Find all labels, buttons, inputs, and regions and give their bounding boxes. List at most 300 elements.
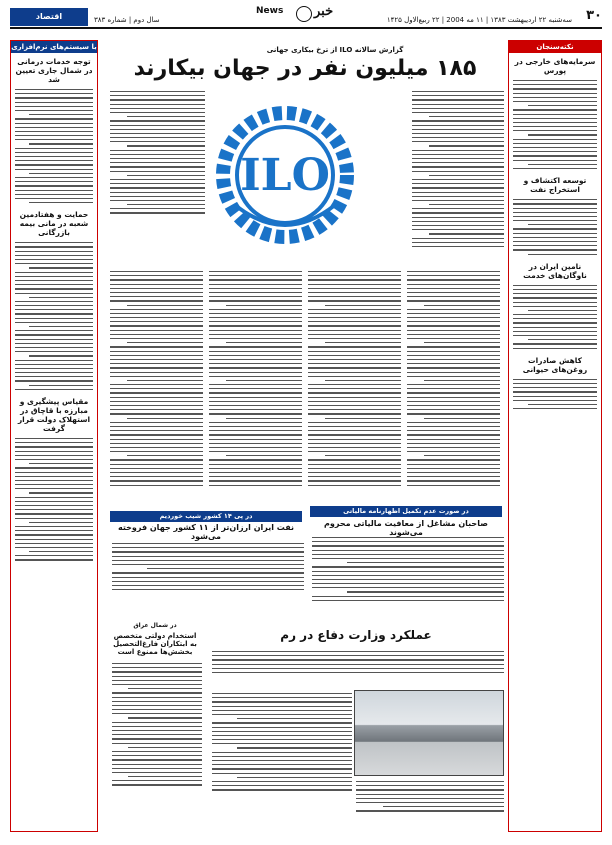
text-line xyxy=(356,785,504,786)
section-fa: خبر xyxy=(314,4,334,19)
text-line xyxy=(513,297,597,298)
text-line xyxy=(356,789,504,790)
text-line xyxy=(312,566,504,567)
text-line xyxy=(312,558,504,559)
text-line xyxy=(15,555,93,556)
text-line xyxy=(112,572,304,573)
text-line xyxy=(312,600,504,601)
text-line xyxy=(147,568,304,569)
text-line xyxy=(209,392,302,393)
text-line xyxy=(312,575,504,576)
text-line xyxy=(308,472,401,473)
text-line xyxy=(110,346,203,347)
text-line xyxy=(429,145,504,146)
text-line xyxy=(127,305,203,306)
text-line xyxy=(513,245,597,246)
text-line xyxy=(15,93,93,94)
text-line xyxy=(127,418,203,419)
text-line xyxy=(412,179,504,180)
text-line xyxy=(15,539,93,540)
text-line xyxy=(308,443,401,444)
text-line xyxy=(308,359,401,360)
text-line xyxy=(29,522,93,523)
text-line xyxy=(110,154,205,155)
text-line xyxy=(513,343,597,344)
text-line xyxy=(308,384,401,385)
text-line xyxy=(15,472,93,473)
text-line xyxy=(412,229,504,230)
text-line xyxy=(15,139,93,140)
text-line xyxy=(513,383,597,384)
main-kicker: گزارش سالانه ILO از ترخ بیکاری جهانی xyxy=(266,46,404,54)
text-line xyxy=(15,135,93,136)
text-line xyxy=(15,484,93,485)
text-line xyxy=(308,300,401,301)
text-line xyxy=(412,141,504,142)
text-line xyxy=(15,156,93,157)
text-line xyxy=(237,747,352,748)
right-sidebar xyxy=(508,40,602,832)
text-line xyxy=(110,120,205,121)
text-line xyxy=(15,318,93,319)
text-line xyxy=(513,335,597,336)
text-line xyxy=(407,485,500,486)
text-line xyxy=(429,116,504,117)
text-line xyxy=(209,430,302,431)
text-line xyxy=(209,275,302,276)
text-line xyxy=(407,351,500,352)
bottom-headline: عملکرد وزارت دفاع در رم xyxy=(280,628,432,642)
text-line xyxy=(308,413,401,414)
text-line xyxy=(15,301,93,302)
text-line xyxy=(308,476,401,477)
text-line xyxy=(209,321,302,322)
text-line xyxy=(15,476,93,477)
text-line xyxy=(212,722,352,723)
box-left-headline: نفت ایران ارزان‌تر از ۱۱ کشور جهان فروخته می‌شود xyxy=(118,523,294,541)
text-line xyxy=(15,480,93,481)
text-line xyxy=(209,413,302,414)
text-line xyxy=(407,430,500,431)
text-line xyxy=(110,351,203,352)
text-line xyxy=(513,233,597,234)
text-line xyxy=(110,422,203,423)
text-line xyxy=(110,108,205,109)
text-line xyxy=(407,300,500,301)
text-line xyxy=(513,109,597,110)
text-line xyxy=(15,501,93,502)
text-line xyxy=(15,339,93,340)
text-line xyxy=(209,409,302,410)
text-line xyxy=(209,313,302,314)
text-line xyxy=(110,129,205,130)
text-line xyxy=(356,810,504,811)
text-line xyxy=(212,785,352,786)
section-en: News xyxy=(256,6,284,16)
text-line xyxy=(128,776,202,777)
text-line xyxy=(15,110,93,111)
bottom-body-top xyxy=(210,648,506,688)
text-line xyxy=(407,472,500,473)
text-line xyxy=(29,202,93,203)
text-line xyxy=(513,84,597,85)
text-line xyxy=(407,443,500,444)
text-line xyxy=(112,784,202,785)
text-line xyxy=(513,155,597,156)
text-line xyxy=(110,99,205,100)
text-line xyxy=(412,166,504,167)
text-line xyxy=(127,145,205,146)
main-headline: ۱۸۵ میلیون نفر در جهان بیکارند xyxy=(133,56,477,81)
text-line xyxy=(513,241,597,242)
text-line xyxy=(407,459,500,460)
text-line xyxy=(308,397,401,398)
text-line xyxy=(513,379,597,380)
text-line xyxy=(407,397,500,398)
text-line xyxy=(212,706,352,707)
text-line xyxy=(308,288,401,289)
text-line xyxy=(407,284,500,285)
text-line xyxy=(325,455,401,456)
text-line xyxy=(412,162,504,163)
text-line xyxy=(308,363,401,364)
right-item4-title: کاهش صادرات روغن‌های حیوانی xyxy=(522,355,588,374)
text-line xyxy=(15,164,93,165)
text-line xyxy=(312,541,504,542)
text-line xyxy=(112,738,202,739)
text-line xyxy=(110,137,205,138)
ilo-logo xyxy=(205,95,365,255)
text-line xyxy=(127,204,205,205)
text-line xyxy=(412,158,504,159)
text-line xyxy=(308,334,401,335)
text-line xyxy=(110,166,205,167)
text-line xyxy=(209,468,302,469)
text-line xyxy=(15,160,93,161)
text-line xyxy=(15,177,93,178)
text-line xyxy=(29,551,93,552)
text-line xyxy=(110,363,203,364)
text-line xyxy=(127,175,205,176)
text-line xyxy=(110,158,205,159)
text-line xyxy=(29,326,93,327)
box-left-body xyxy=(110,540,306,615)
text-line xyxy=(513,93,597,94)
text-line xyxy=(407,317,500,318)
text-line xyxy=(15,272,93,273)
right-item2-title: توسعه اکتشاف و استخراج نفت xyxy=(523,176,587,195)
text-line xyxy=(209,426,302,427)
text-line xyxy=(15,372,93,373)
text-line xyxy=(212,760,352,761)
text-line xyxy=(308,325,401,326)
text-line xyxy=(15,106,93,107)
text-line xyxy=(308,313,401,314)
text-line xyxy=(15,334,93,335)
text-line xyxy=(15,543,93,544)
text-line xyxy=(412,221,504,222)
text-line xyxy=(15,288,93,289)
text-line xyxy=(15,360,93,361)
text-line xyxy=(424,455,500,456)
box-left-kicker: در پی ۱۴ کشور شیب خوردیم xyxy=(110,511,302,522)
text-line xyxy=(308,464,401,465)
text-line xyxy=(112,577,304,578)
text-line xyxy=(412,154,504,155)
left-item3-title: مقیاس پیشگیری و مبارزه با قاچاق در استهلاک دولت قرار گرفت xyxy=(17,397,91,433)
text-line xyxy=(412,104,504,105)
text-line xyxy=(209,284,302,285)
text-line xyxy=(110,430,203,431)
text-line xyxy=(429,204,504,205)
text-line xyxy=(110,401,203,402)
text-line xyxy=(513,237,597,238)
text-line xyxy=(412,183,504,184)
text-line xyxy=(209,325,302,326)
left-sidebar xyxy=(10,40,98,832)
text-line xyxy=(308,439,401,440)
right-item3-body xyxy=(509,285,601,349)
text-line xyxy=(412,187,504,188)
text-line xyxy=(110,104,205,105)
text-line xyxy=(212,743,352,744)
text-line xyxy=(112,780,202,781)
text-line xyxy=(112,680,202,681)
text-line xyxy=(15,284,93,285)
text-line xyxy=(412,192,504,193)
text-line xyxy=(29,297,93,298)
text-line xyxy=(407,359,500,360)
text-line xyxy=(110,279,203,280)
text-line xyxy=(407,355,500,356)
text-line xyxy=(15,313,93,314)
text-line xyxy=(308,351,401,352)
text-line xyxy=(209,384,302,385)
text-line xyxy=(429,175,504,176)
text-line xyxy=(15,97,93,98)
text-line xyxy=(325,305,401,306)
text-line xyxy=(212,735,352,736)
text-line xyxy=(407,409,500,410)
text-line xyxy=(15,559,93,560)
text-line xyxy=(15,376,93,377)
text-line xyxy=(110,397,203,398)
text-line xyxy=(212,655,504,656)
text-line xyxy=(209,367,302,368)
text-line xyxy=(15,194,93,195)
issue-number: سال دوم | شماره ۳۸۳ xyxy=(94,16,160,24)
text-line xyxy=(407,388,500,389)
text-line xyxy=(407,275,500,276)
text-line xyxy=(212,768,352,769)
text-line xyxy=(112,734,202,735)
text-line xyxy=(513,203,597,204)
text-line xyxy=(308,271,401,272)
text-line xyxy=(308,367,401,368)
text-line xyxy=(212,731,352,732)
text-line xyxy=(128,747,202,748)
text-line xyxy=(15,351,93,352)
text-line xyxy=(412,171,504,172)
text-line xyxy=(15,242,93,243)
text-line xyxy=(112,759,202,760)
text-line xyxy=(308,392,401,393)
text-line xyxy=(112,667,202,668)
text-line xyxy=(15,246,93,247)
text-line xyxy=(110,162,205,163)
article-subcolumn xyxy=(110,268,203,489)
text-line xyxy=(110,112,205,113)
text-line xyxy=(212,668,504,669)
small-body xyxy=(110,660,204,830)
text-line xyxy=(110,95,205,96)
text-line xyxy=(15,347,93,348)
text-line xyxy=(209,279,302,280)
text-line xyxy=(15,251,93,252)
text-line xyxy=(112,581,304,582)
text-line xyxy=(29,492,93,493)
text-line xyxy=(308,317,401,318)
article-subcolumn xyxy=(407,268,500,489)
text-line xyxy=(110,192,205,193)
text-line xyxy=(110,443,203,444)
text-line xyxy=(112,697,202,698)
text-line xyxy=(29,385,93,386)
text-line xyxy=(513,289,597,290)
text-line xyxy=(513,249,597,250)
text-line xyxy=(528,339,597,340)
text-line xyxy=(209,439,302,440)
text-line xyxy=(112,709,202,710)
text-line xyxy=(412,225,504,226)
text-line xyxy=(110,464,203,465)
text-line xyxy=(110,426,203,427)
text-line xyxy=(209,300,302,301)
text-line xyxy=(513,408,597,409)
text-line xyxy=(412,112,504,113)
text-line xyxy=(407,468,500,469)
text-line xyxy=(347,562,504,563)
text-line xyxy=(424,418,500,419)
text-line xyxy=(110,150,205,151)
text-line xyxy=(308,284,401,285)
text-line xyxy=(513,293,597,294)
text-line xyxy=(513,228,597,229)
text-line xyxy=(15,368,93,369)
text-line xyxy=(424,305,500,306)
text-line xyxy=(513,122,597,123)
text-line xyxy=(312,579,504,580)
text-line xyxy=(407,447,500,448)
text-line xyxy=(412,137,504,138)
box-right-body xyxy=(310,534,506,624)
text-line xyxy=(127,116,205,117)
text-line xyxy=(325,342,401,343)
text-line xyxy=(15,102,93,103)
text-line xyxy=(308,401,401,402)
text-line xyxy=(110,405,203,406)
text-line xyxy=(112,551,304,552)
text-line xyxy=(29,114,93,115)
text-line xyxy=(212,739,352,740)
text-line xyxy=(412,133,504,134)
text-line xyxy=(209,451,302,452)
text-line xyxy=(513,114,597,115)
text-line xyxy=(110,409,203,410)
text-line xyxy=(15,467,93,468)
text-line xyxy=(356,802,504,803)
text-line xyxy=(112,730,202,731)
text-line xyxy=(407,334,500,335)
text-line xyxy=(226,380,302,381)
text-line xyxy=(212,693,352,694)
text-line xyxy=(209,480,302,481)
text-line xyxy=(407,363,500,364)
right-item4-body xyxy=(509,379,601,410)
text-line xyxy=(212,651,504,652)
text-line xyxy=(312,550,504,551)
text-line xyxy=(209,476,302,477)
text-line xyxy=(308,409,401,410)
text-line xyxy=(212,710,352,711)
text-line xyxy=(513,168,597,169)
text-line xyxy=(15,330,93,331)
text-line xyxy=(513,160,597,161)
text-line xyxy=(112,547,304,548)
text-line xyxy=(308,309,401,310)
left-item2-title: حمایت و هفتادمین شعبه در مانی بیمه بازرگانی xyxy=(19,210,89,238)
text-line xyxy=(110,384,203,385)
text-line xyxy=(209,288,302,289)
text-line xyxy=(226,455,302,456)
text-line xyxy=(110,183,205,184)
text-line xyxy=(513,302,597,303)
text-line xyxy=(110,271,203,272)
text-line xyxy=(513,318,597,319)
ilo-logo-text: ILO xyxy=(240,150,330,201)
text-line xyxy=(407,439,500,440)
text-line xyxy=(513,97,597,98)
text-line xyxy=(15,455,93,456)
text-line xyxy=(412,108,504,109)
text-line xyxy=(308,430,401,431)
masthead-rule xyxy=(10,27,602,29)
text-line xyxy=(127,455,203,456)
article-body-lower xyxy=(110,268,500,506)
left-item3-body xyxy=(11,438,97,561)
text-line xyxy=(15,89,93,90)
article-subcolumn xyxy=(308,268,401,489)
text-line xyxy=(112,564,304,565)
small-headline: استخدام دولتی متخصص به ابتکاران فارغ‌التحصیل بخشش‌ها ممنوع است xyxy=(113,632,197,656)
text-line xyxy=(513,391,597,392)
text-line xyxy=(112,764,202,765)
text-line xyxy=(308,468,401,469)
text-line xyxy=(112,772,202,773)
text-line xyxy=(209,363,302,364)
newspaper-logo: اقتصاد xyxy=(10,8,88,26)
text-line xyxy=(513,314,597,315)
text-line xyxy=(312,587,504,588)
text-line xyxy=(513,387,597,388)
text-line xyxy=(112,751,202,752)
bottom-body-left xyxy=(210,690,354,830)
text-line xyxy=(412,238,504,239)
text-line xyxy=(110,179,205,180)
text-line xyxy=(15,276,93,277)
text-line xyxy=(407,405,500,406)
text-line xyxy=(15,534,93,535)
